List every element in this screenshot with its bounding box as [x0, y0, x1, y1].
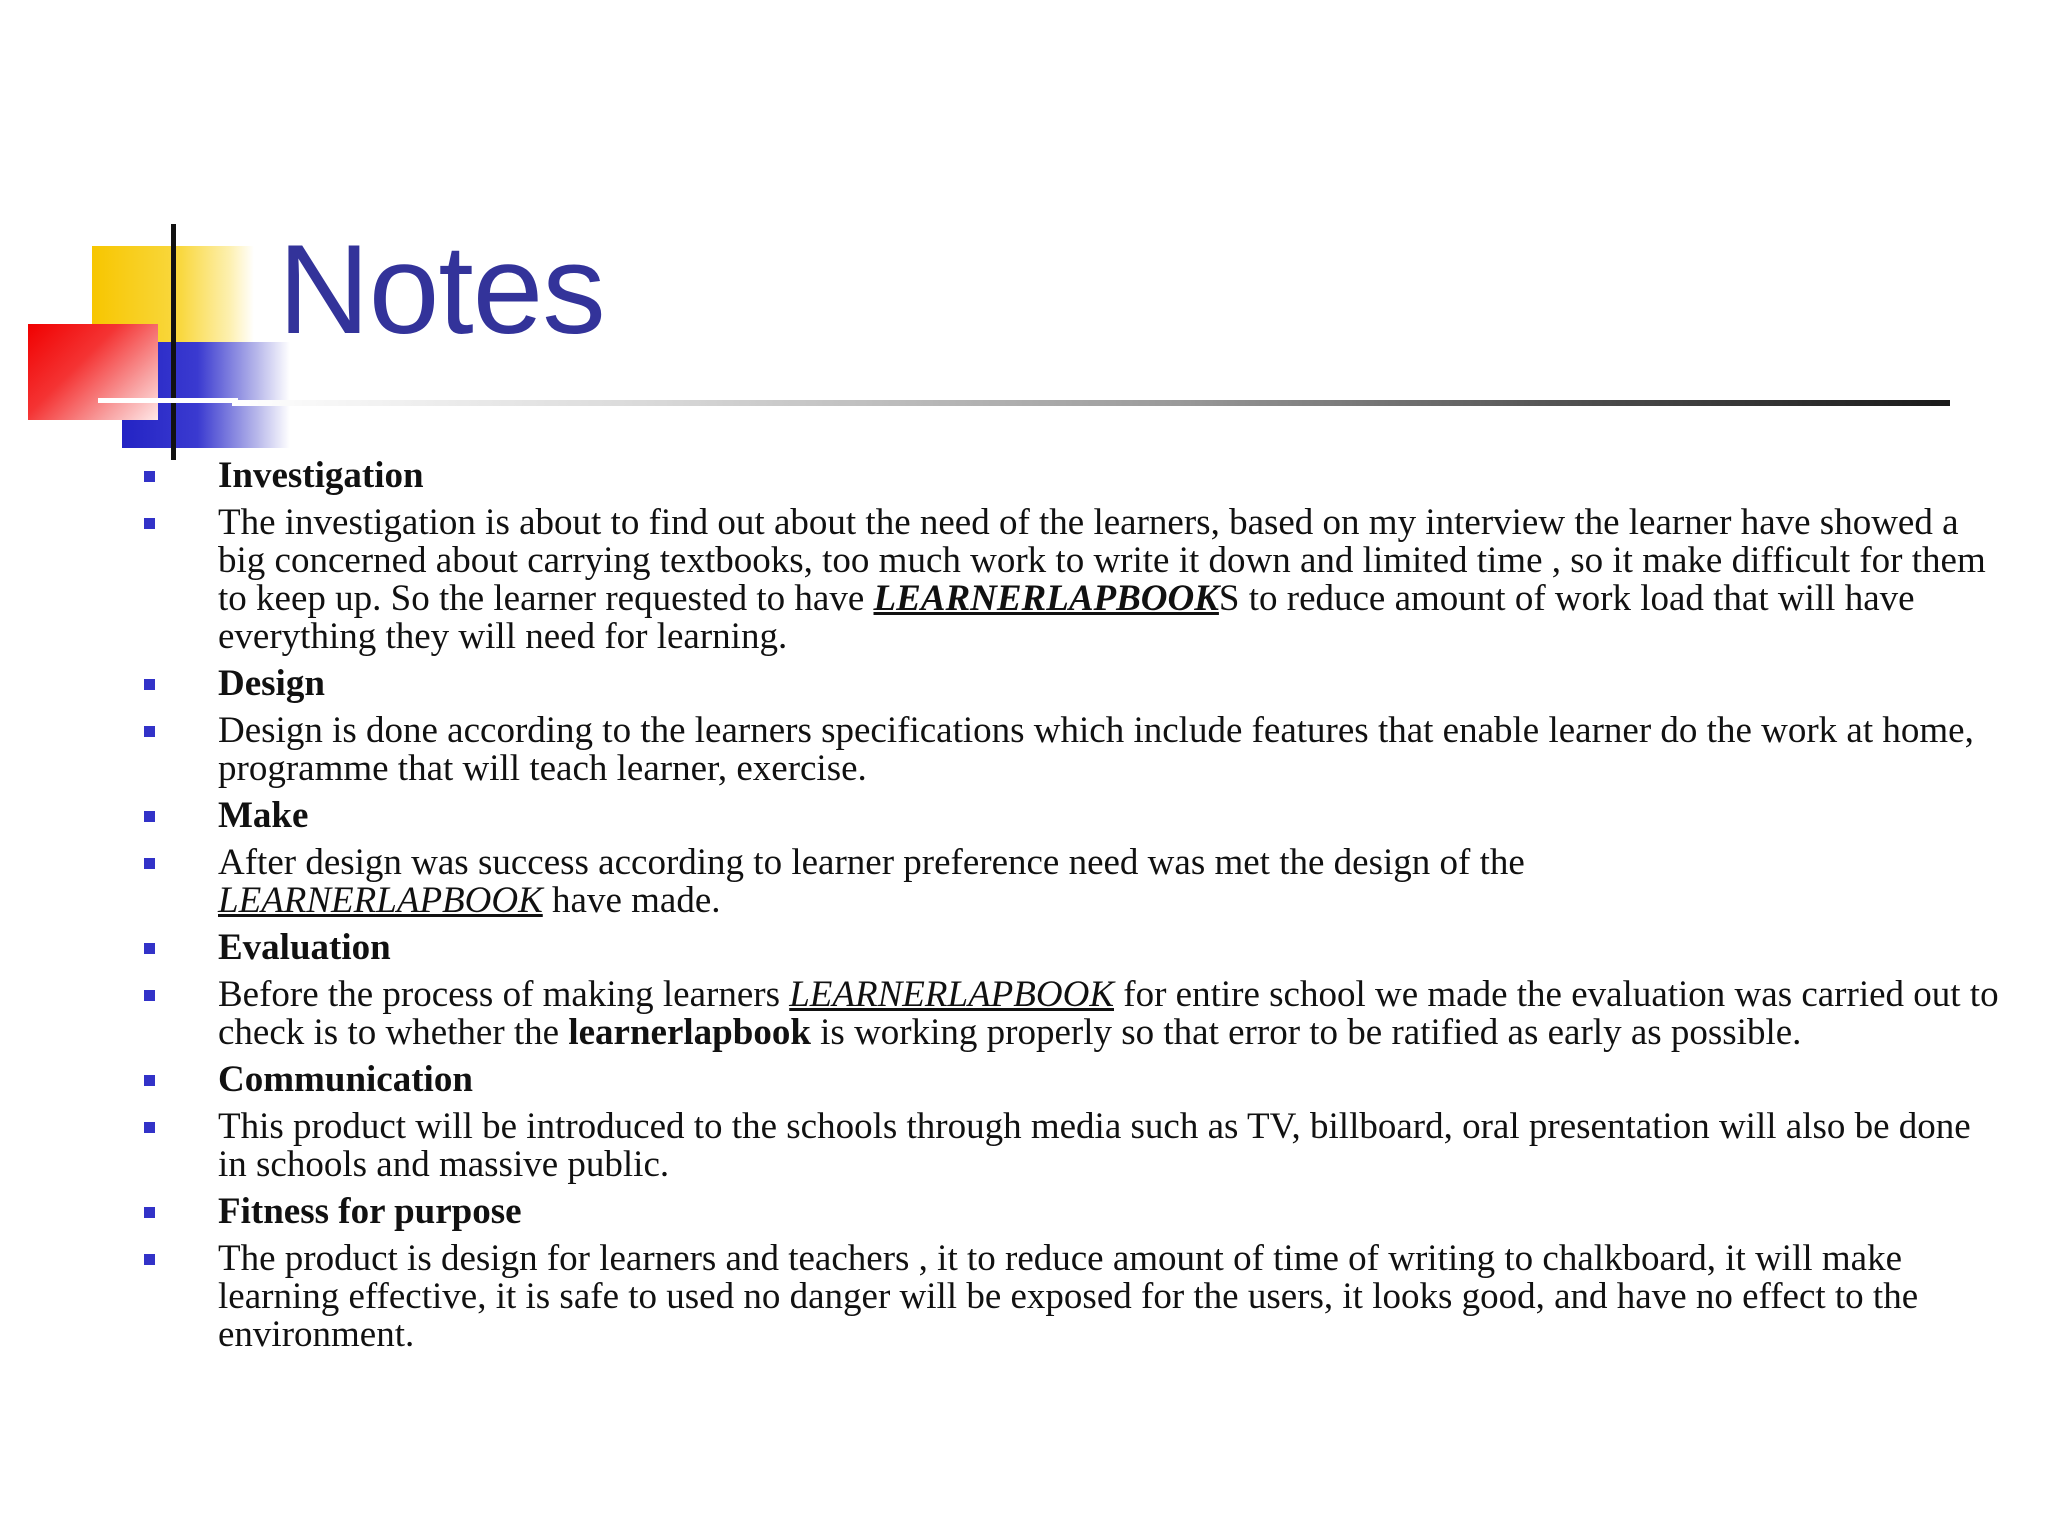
text-segment: is working properly so that error to be ratified as early as possible.	[810, 1012, 1802, 1053]
text-segment: The investigation is about to find out about the need of the learners, based on my interview the learner have showed a big concerned about carrying textbooks, too much work to write it down and limited time , so it make difficult for them to keep up. So the learner requested to have	[218, 502, 1986, 619]
list-item-heading-design	[141, 665, 2001, 703]
bullet-square-icon	[144, 990, 155, 1001]
body-text: The product is design for learners and teachers , it to reduce amount of time of writing to chalkboard, it will make learning effective, it is safe to used no danger will be exposed for the users, it looks good, and have no effect to the environment.	[218, 1238, 1919, 1355]
text-segment: have made.	[542, 880, 721, 921]
decor-white-line	[98, 398, 238, 403]
bullet-square-icon	[144, 1207, 155, 1218]
decor-red-square	[28, 324, 158, 420]
title-underline-rule	[232, 400, 1950, 406]
text-segment: Before the process of making learners	[218, 974, 790, 1015]
text-segment: S to reduce amount of work load that will have everything they will need for learning.	[218, 578, 1915, 657]
bullet-square-icon	[144, 518, 155, 529]
section-heading: Investigation	[218, 455, 424, 496]
list-item-heading-make	[141, 797, 2001, 835]
list-item-evaluation-text	[141, 976, 2001, 1052]
decor-vertical-line	[171, 224, 176, 460]
text-segment: for entire school we made the evaluation was carried out to check is to whether the	[218, 974, 1999, 1053]
bullet-square-icon	[144, 811, 155, 822]
section-heading: Make	[218, 795, 309, 836]
list-item-design-text	[141, 712, 2001, 788]
bullet-square-icon	[144, 679, 155, 690]
bullet-list	[141, 457, 2001, 1363]
section-heading: Evaluation	[218, 927, 391, 968]
keyword-learnerlapbook: LEARNERLAPBOOK	[218, 880, 543, 921]
bullet-square-icon	[144, 471, 155, 482]
bullet-square-icon	[144, 858, 155, 869]
keyword-learnerlapbook: LEARNERLAPBOOK	[873, 578, 1219, 619]
bullet-square-icon	[144, 943, 155, 954]
keyword-learnerlapbook-bold: learnerlapbook	[568, 1012, 811, 1053]
list-item-heading-communication	[141, 1061, 2001, 1099]
body-text	[218, 976, 2001, 1052]
bullet-square-icon	[144, 1075, 155, 1086]
list-item-fitness-text	[141, 1240, 2001, 1354]
bullet-square-icon	[144, 1254, 155, 1265]
body-text: Design is done according to the learners specifications which include features that enable learner do the work at home, programme that will teach learner, exercise.	[218, 710, 1974, 789]
list-item-heading-investigation	[141, 457, 2001, 495]
section-heading: Communication	[218, 1059, 473, 1100]
slide-title: Notes	[278, 218, 605, 360]
text-segment: After design was success according to learner preference need was met the design of the	[218, 842, 1525, 883]
bullet-square-icon	[144, 1122, 155, 1133]
list-item-make-text	[141, 844, 2001, 920]
list-item-investigation-text	[141, 504, 2001, 656]
list-item-heading-evaluation	[141, 929, 2001, 967]
list-item-heading-fitness	[141, 1193, 2001, 1231]
section-heading: Fitness for purpose	[218, 1191, 522, 1232]
list-item-communication-text	[141, 1108, 2001, 1184]
body-text	[218, 504, 2001, 656]
body-text: This product will be introduced to the schools through media such as TV, billboard, oral presentation will also be done in schools and massive public.	[218, 1106, 1971, 1185]
body-text	[218, 844, 2001, 920]
keyword-learnerlapbook: LEARNERLAPBOOK	[789, 974, 1114, 1015]
bullet-square-icon	[144, 726, 155, 737]
section-heading: Design	[218, 663, 325, 704]
